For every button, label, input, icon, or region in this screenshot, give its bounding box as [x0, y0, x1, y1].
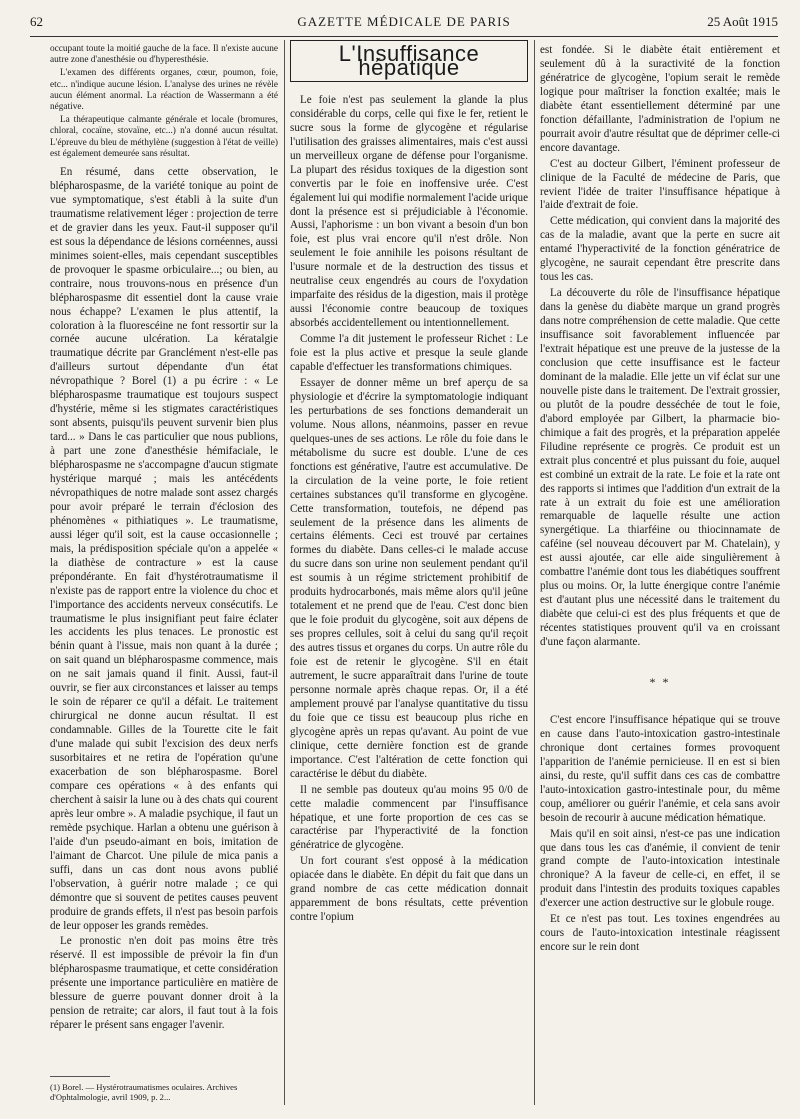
paragraph: Comme l'a dit justement le professeur Richet : Le foie est la plus active et presque la seule glande capable d'effectuer les transformations chimiques. — [290, 333, 528, 374]
paragraph: Mais qu'il en soit ainsi, n'est-ce pas une indication que dans tous les cas d'anémie, il convient de tenir grand compte de l'auto-intoxication intestinale chronique? A la faveur de celle-ci, en effet, il se produit dans l'intestin des produits toxiques capables d'exercer une action destructive sur le globule rouge. — [540, 827, 780, 910]
column-divider — [284, 40, 285, 1105]
column-divider — [534, 40, 535, 1105]
paragraph: Le pronostic n'en doit pas moins être très réservé. Il est impossible de prévoir la fin d'un blépharospasme traumatique, et cette considération présente une importance particulière en matière de blessure de guerre pouvant donner droit à la pension de retraite; car alors, il faut tout à la fois réparer le présent sans engager l'avenir. — [50, 935, 278, 1032]
column-middle — [290, 40, 528, 927]
header-rule — [30, 36, 778, 37]
paragraph: est fondée. Si le diabète était entièrement et seulement dû à la suractivité de la fonction génératrice de glycogène, l'opium serait le remède logique pour maîtriser la fonction exaltée; mais le diabète étant essentiellement déterminé par une fonction défaillante, l'administration de l'opium ne pourrait avoir d'autre résultat que de déprimer celle-ci encore davantage. — [540, 44, 780, 154]
page-number: 62 — [30, 14, 43, 29]
paragraph: C'est encore l'insuffisance hépatique qui se trouve en cause dans l'auto-intoxication gastro-intestinale chronique dont certaines formes provoquent l'apparition de l'anémie pernicieuse. Il en est si bien ainsi, du reste, qu'il suffit dans ces cas de combattre l'auto-intoxication gastro-intestinale pour, du même coup, améliorer ou guérir l'anémie, et cela sans avoir besoin de recourir à aucune médication hématique. — [540, 713, 780, 824]
paragraph: Il ne semble pas douteux qu'au moins 95 0/0 de cette maladie commencent par l'insuffisance hépatique, et une forte proportion de ces cas se caractérise par l'hyperactivité de la fonction génératrice de glycogène. — [290, 783, 528, 852]
paragraph: occupant toute la moitié gauche de la face. Il n'existe aucune autre zone d'anesthésie ou d'hyperesthésie. — [50, 44, 278, 66]
section-separator: * * — [649, 674, 671, 689]
paragraph: La découverte du rôle de l'insuffisance hépatique dans la genèse du diabète marque un grand progrès dans notre compréhension de cette maladie. Que cette insuffisance soit favorablement influencée par l'extrait hépatique est une preuve de la justesse de la conclusion que cette insuffisance est le facteur dominant de la maladie. Elle jette un vif éclat sur une nouvelle piste dans le traitement. De l'extrait grossier, ou plutôt de la poudre desséchée de tout le foie, d'abord employée par Gilbert, la pharmacie bio-chimique a fait des progrès, et la préparation appelée Filudine représente ce progrès. Ce produit est un extrait plus concentré et plus puissant du foie, auquel est combiné un extrait de la rate. Le foie et la rate ont des rapports si intimes que l'addition d'un extrait de la rate à un extrait du foie est une amélioration remarquable de laquelle résulte une action synergétique. La thiarféine ou thiocinnamate de caféine (sel nouveau découvert par M. Chatelain), y est aussi ajoutée, car elle aide singulièrement à combattre l'anémie dont tous les diabétiques souffrent plus ou moins. Or, la lutte énergique contre l'anémie est d'autant plus une nécessité dans le traitement du diabète que celui-ci est des plus fréquents et que de récentes statistiques prouvent qu'il va en croissant d'une façon alarmante. — [540, 287, 780, 649]
footnote — [50, 1082, 278, 1102]
footnote-rule — [50, 1076, 110, 1077]
column-right — [540, 44, 780, 957]
running-header — [30, 14, 778, 36]
footnote-text: (1) Borel. — Hystérotraumatismes oculaires. Archives d'Ophtalmologie, avril 1909, p. 2... — [50, 1082, 238, 1102]
paragraph: Essayer de donner même un bref aperçu de sa physiologie et d'écrire la symptomatologie indiquant les perturbations de ses fonctions demanderait un volume. Nous allons, néanmoins, passer en revue quelques-unes de ses actions. Le rôle du foie dans le métabolisme du sucre est double. L'une de ces fonctions est générative, l'autre est accumulative. De la circulation de la veine porte, le foie retient certaines substances qu'il transforme en glycogène. Cette transformation, toutefois, ne dépend pas seulement de la présence dans les aliments de certains éléments. Ceci est trouvé par certaines formes du diabète. Dans celles-ci le malade accuse du sucre dans son urine non seulement pendant qu'il est soumis à un régime strictement prohibitif de produits hydrocarbonés, mais même alors qu'il jeûne totalement et ne prend que de l'eau. C'est donc bien que le foie produit du glycogène, soit aux dépens de ses propres cellules, soit à celui du sang qu'il reçoit des autres tissus et organes du corps. Un autre rôle du foie est de retenir le glycogène. S'il en était autrement, le sucre apparaîtrait dans l'urine de toute personne normale après chaque repas. Or, il a été amplement prouvé par l'analyse quantitative du tissu du foie que ce tissu est beaucoup plus riche en glycogène après un repas qu'avant. Au point de vue clinique, cette dernière fonction est de grande importance. C'est l'altération de cette fonction qui caractérise le début du diabète. — [290, 376, 528, 780]
paragraph: L'examen des différents organes, cœur, poumon, foie, etc... n'indique aucune lésion. L'analyse des urines ne révèle aucun élément anormal. La réaction de Wassermann a été négative. — [50, 68, 278, 113]
paragraph: En résumé, dans cette observation, le blépharospasme, de la variété tonique au point de vue symptomatique, s'est établi à la suite d'un traumatisme relativement léger : projection de terre et de gravier dans les yeux. Faut-il supposer qu'il est sous la dépendance de lésions cornéennes, aussi minimes soient-elles, mais cependant susceptibles de provoquer le spasme orbiculaire...; ou bien, au contraire, nous trouvons-nous en présence d'un blépharospasme dit essentiel dont la cause vraie nous échappe? L'examen le plus attentif, la coloration à la fluorescéine ne font ressortir sur la cornée aucune ulcération. La kératalgie traumatique décrite par Granclément n'est-elle pas d'ailleurs surtout dépendante d'un état névropathique ? Borel (1) a pu écrire : « Le blépharospasme traumatique est toujours suspect d'hystérie, même si les stigmates caractéristiques sont absents, puisqu'ils peuvent survenir bien plus tard... » Dans le cas particulier que nous publions, à part une zone d'anesthésie hémifaciale, le blépharospasme ne s'accompagne d'aucun stigmate hystérique marqué ; mais les antécédents névropathiques de notre malade sont assez chargés pour avoir préparé le terrain d'éclosion des phénomènes « pithiatiques ». Le traumatisme, aussi léger qu'il soit, est la cause occasionnelle ; mais, la prédisposition spéciale qu'on a appelée « la diathèse de contracture » est la cause prépondérante. En fait d'hystérotraumatisme il n'existe pas de rapport entre la violence du choc et l'importance des accidents nerveux consécutifs. Le traumatisme le plus insignifiant peut faire éclater les accidents les plus tenaces. Le pronostic est bénin quant à l'issue, mais non quant à la durée ; on sait quand un blépharospasme commence, mais on ne sait jamais quand il finit. Aussi, faut-il ouvrir, se fier aux circonstances et laisser au temps le soin de réparer ce qu'il a défait. Le traitement chirurgical ne donne aucun résultat. Il est condamnable. Gilles de la Tourette cite le fait d'une malade qui subit l'excision des deux nerfs susorbitaires et ne retira de l'opération qu'une exacerbation de son blépharospasme. Borel compare ces opérations « à des enfants qui cherchent à saisir la lune ou à des chats qui courent après leur ombre ». A maladie psychique, il faut un remède psychique. Harlan a obtenu une guérison à l'aide d'un pseudo-aimant en bois, imitation de l'aimant de Charcot. Une pilule de mica panis a suffi, dans un cas dont nous avons publié l'observation, à guérir notre malade ; ce qui démontre que si souvent de petites causes peuvent produire de grands effets, il n'est pas besoin parfois de leur opposer les grands remèdes. — [50, 166, 278, 932]
column-left — [50, 44, 278, 1035]
paragraph: C'est au docteur Gilbert, l'éminent professeur de clinique de la Faculté de médecine de Paris, que revient l'idée de traiter l'insuffisance hépatique à l'aide d'extrait de foie. — [540, 157, 780, 212]
paragraph: Un fort courant s'est opposé à la médication opiacée dans le diabète. En dépit du fait que dans un grand nombre de cas cette médication donnait apparemment de bons résultats, cette prévention contre l'opium — [290, 855, 528, 924]
paragraph: Le foie n'est pas seulement la glande la plus considérable du corps, celle qui fixe le fer, retient le sucre sous la forme de glycogène et régularise l'utilisation des graisses alimentaires, mais c'est aussi un merveilleux organe de défense pour l'organisme. La plupart des résidus toxiques de la digestion sont convertis par le foie en inoffensive urée. C'est également lui qui modifie normalement l'acide urique dont la présence est si préjudiciable à l'économie. Aussi, l'aphorisme : un bon vivant a besoin d'un bon foie, est plus vrai encore qu'il n'est drôle. Non seulement le foie annihile les poisons résultant de l'usure normale et de la destruction des tissus et neutralise ceux engendrés au cours de l'oxydation imparfaite des résidus de la digestion, mais il protège aussi l'économie contre beaucoup de toxiques absorbés accidentellement ou intentionnellement. — [290, 93, 528, 330]
article-title: L'Insuffisance hépatique — [338, 41, 480, 80]
paragraph: Et ce n'est pas tout. Les toxines engendrées au cours de l'auto-intoxication intestinale réagissent encore sur le rein dont — [540, 913, 780, 954]
issue-date: 25 Août 1915 — [707, 14, 778, 29]
article-title-box — [290, 40, 528, 82]
journal-title: GAZETTE MÉDICALE DE PARIS — [297, 14, 511, 29]
paragraph: Cette médication, qui convient dans la majorité des cas de la maladie, avant que la perte en sucre ait entamé l'hyperactivité de la fonction génératrice de glycogène, ne saurait cependant être prescrite dans tous les cas. — [540, 215, 780, 284]
paragraph: La thérapeutique calmante générale et locale (bromures, chloral, cocaïne, stovaïne, etc...) n'a donné aucun résultat. L'épreuve du bleu de méthylène (suggestion à l'état de veille) est également demeurée sans résultat. — [50, 115, 278, 159]
